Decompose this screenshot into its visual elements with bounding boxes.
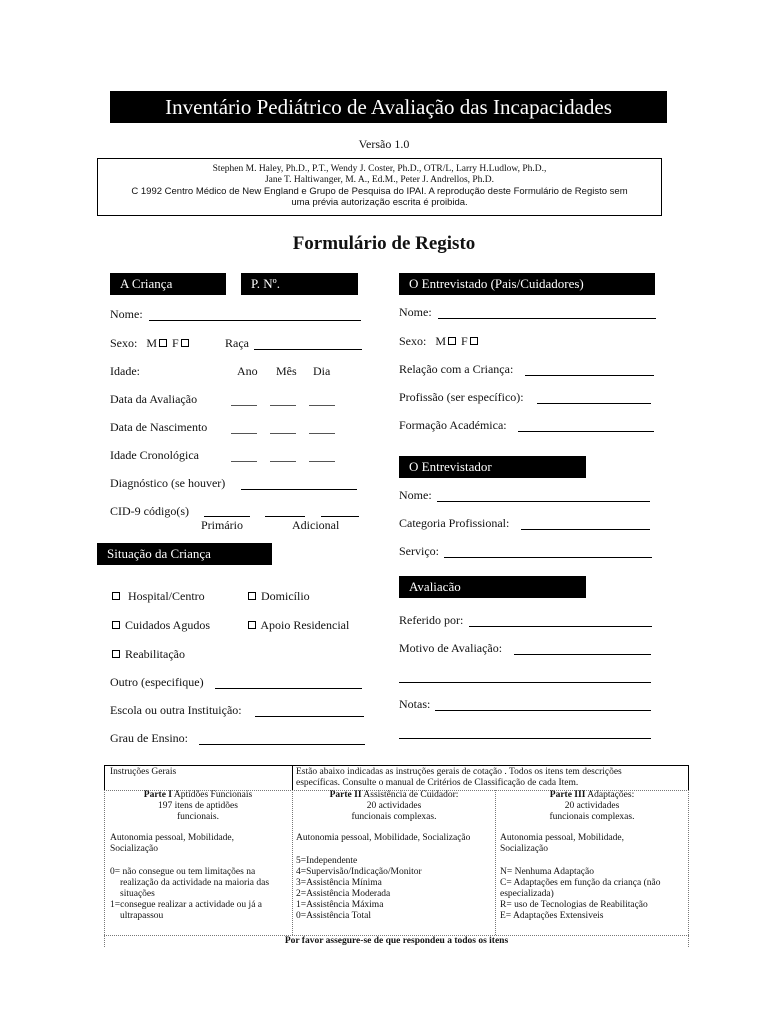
- notas-label: Notas:: [399, 697, 431, 711]
- instructions-header-divider: [292, 765, 293, 790]
- data-avaliacao-label: Data da Avaliação: [110, 392, 198, 406]
- relacao-field[interactable]: [525, 375, 654, 376]
- instructions-text: [296, 767, 686, 789]
- part1-score1-line2: ultrapassou: [120, 911, 164, 921]
- reabilitacao-checkbox[interactable]: [112, 650, 120, 658]
- section-avaliacao: Avaliacão: [399, 576, 586, 598]
- part3-domains-line1: Autonomia pessoal, Mobilidade,: [500, 833, 625, 843]
- instructions-text-line2: específicas. Consulte o manual de Critérios de Classificação de cada Item.: [296, 778, 579, 788]
- cid-primario-field[interactable]: [204, 516, 250, 517]
- formacao-field[interactable]: [518, 431, 654, 432]
- form-title: Formulário de Registo: [292, 233, 476, 254]
- apoio-label: Apoio Residencial: [260, 618, 350, 632]
- data-nascimento-label: Data de Nascimento: [110, 420, 208, 434]
- part3-n: N= Nenhuma Adaptação: [500, 867, 594, 877]
- part3-r: R= uso de Tecnologias de Reabilitação: [500, 900, 648, 910]
- part1-scale: [110, 867, 290, 922]
- entrevistado-nome-field[interactable]: [438, 318, 656, 319]
- entrevistado-nome-label: Nome:: [399, 305, 432, 319]
- part3-c-line2: especializada): [500, 889, 554, 899]
- part1-title-rest: Aptidões Funcionais: [173, 790, 253, 800]
- cid-label: CID-9 código(s): [110, 504, 189, 518]
- credits-copyright-line1: C 1992 Centro Médico de New England e Grupo de Pesquisa do IPAI. A reprodução deste Formulário de Registo sem: [131, 186, 628, 197]
- crianca-sexo-m-checkbox[interactable]: [159, 339, 167, 347]
- entrevistado-sexo-m-checkbox[interactable]: [448, 337, 456, 345]
- instructions-text-line1: Estão abaixo indicadas as instruções gerais de cotação . Todos os itens tem descrições: [296, 767, 622, 777]
- relacao-label: Relação com a Criança:: [399, 362, 514, 376]
- entrevistador-nome-field[interactable]: [437, 501, 650, 502]
- categoria-field[interactable]: [521, 529, 650, 530]
- crianca-sexo-text: Sexo:: [110, 336, 138, 350]
- part3-title-rest: Adaptações:: [587, 790, 635, 800]
- part2-header: [294, 790, 494, 823]
- part2-line2: 20 actividades: [366, 801, 422, 811]
- data-avaliacao-dia-field[interactable]: [309, 405, 335, 406]
- section-pn: P. Nº.: [241, 273, 358, 295]
- part3-title: [497, 790, 687, 801]
- cuidados-checkbox[interactable]: [112, 621, 120, 629]
- servico-field[interactable]: [444, 557, 652, 558]
- escola-field[interactable]: [255, 716, 364, 717]
- credits-copyright-line2: uma prévia autorização escrita é proibida.: [291, 197, 468, 208]
- part1-header: [106, 790, 290, 823]
- section-entrevistador: O Entrevistador: [399, 456, 586, 478]
- hospital-label: Hospital/Centro: [128, 589, 205, 603]
- entrevistado-sexo-f-checkbox[interactable]: [470, 337, 478, 345]
- data-avaliacao-ano-field[interactable]: [231, 405, 257, 406]
- opt-hospital: [110, 589, 205, 604]
- crianca-raca-field[interactable]: [254, 349, 362, 350]
- servico-label: Serviço:: [399, 544, 439, 558]
- cid-adicional-field-1[interactable]: [265, 516, 305, 517]
- formacao-label: Formação Académica:: [399, 418, 507, 432]
- entrevistado-sexo-text: Sexo:: [399, 334, 427, 348]
- notas-field[interactable]: [435, 710, 651, 711]
- part3-title-bold: Parte III: [549, 790, 586, 800]
- part3-line3: funcionais complexas.: [549, 812, 635, 822]
- crianca-sexo-label: [110, 336, 191, 351]
- part1-line2: 197 itens de aptidões: [158, 801, 238, 811]
- credits-authors-line1: Stephen M. Haley, Ph.D., P.T., Wendy J. Coster, Ph.D., OTR/L, Larry H.Ludlow, Ph.D.,: [212, 164, 547, 174]
- notas-field-line2[interactable]: [399, 738, 651, 739]
- apoio-checkbox[interactable]: [248, 621, 256, 629]
- crianca-nome-label: Nome:: [110, 307, 143, 321]
- domicilio-checkbox[interactable]: [248, 592, 256, 600]
- part2-title-rest: Assistência de Cuidador:: [363, 790, 459, 800]
- cid-primario-label: Primário: [201, 518, 243, 532]
- part2-score0: 0=Assistência Total: [296, 911, 371, 921]
- part1-domains-line2: Socialização: [110, 844, 159, 854]
- categoria-label: Categoria Profissional:: [399, 516, 510, 530]
- credits-box: [97, 158, 662, 216]
- cid-adicional-label: Adicional: [292, 518, 340, 532]
- section-crianca: A Criança: [110, 273, 226, 295]
- data-nascimento-dia-field[interactable]: [309, 433, 335, 434]
- opt-cuidados: [110, 618, 210, 633]
- crianca-nome-field[interactable]: [149, 320, 361, 321]
- crianca-sexo-m-label: M: [146, 336, 158, 350]
- part1-domains: [110, 833, 290, 855]
- profissao-field[interactable]: [537, 403, 651, 404]
- data-avaliacao-mes-field[interactable]: [270, 405, 296, 406]
- grau-field[interactable]: [199, 744, 365, 745]
- motivo-field-line2[interactable]: [399, 682, 651, 683]
- entrevistado-sexo-label: [399, 334, 480, 349]
- motivo-label: Motivo de Avaliação:: [399, 641, 503, 655]
- part2-scale: [296, 856, 494, 922]
- part1-domains-line1: Autonomia pessoal, Mobilidade,: [110, 833, 235, 843]
- part2-score2: 2=Assistência Moderada: [296, 889, 391, 899]
- grau-label: Grau de Ensino:: [110, 731, 188, 745]
- opt-reabilitacao: [110, 647, 185, 662]
- page-title: Inventário Pediátrico de Avaliação das Incapacidades: [110, 91, 667, 123]
- cuidados-label: Cuidados Agudos: [125, 618, 211, 632]
- part3-domains-line2: Socialização: [500, 844, 549, 854]
- referido-field[interactable]: [469, 626, 652, 627]
- crianca-sexo-f-label: F: [172, 336, 179, 350]
- section-situacao: Situação da Criança: [97, 543, 272, 565]
- entrevistado-sexo-m-label: M: [435, 334, 447, 348]
- part1-score0-line3: situações: [120, 889, 155, 899]
- outro-label: Outro (especifique): [110, 675, 204, 689]
- hospital-checkbox[interactable]: [112, 592, 120, 600]
- part1-score1-line1: 1=consegue realizar a actividade ou já a: [110, 900, 262, 910]
- part1-title-bold: Parte I: [143, 790, 172, 800]
- data-nascimento-mes-field[interactable]: [270, 433, 296, 434]
- part3-c-line1: C= Adaptações em função da criança (não: [500, 878, 661, 888]
- motivo-field[interactable]: [514, 654, 651, 655]
- part2-domains: Autonomia pessoal, Mobilidade, Socialização: [296, 833, 471, 843]
- part2-score1: 1=Assistência Máxima: [296, 900, 384, 910]
- idade-cronologica-label: Idade Cronológica: [110, 448, 199, 462]
- col-dia-label: Dia: [313, 364, 331, 378]
- diagnostico-label: Diagnóstico (se houver): [110, 476, 226, 490]
- part3-line2: 20 actividades: [564, 801, 620, 811]
- part3-e: E= Adaptações Extensiveis: [500, 911, 604, 921]
- part1-line3: funcionais.: [177, 812, 219, 822]
- entrevistado-sexo-f-label: F: [461, 334, 468, 348]
- data-nascimento-ano-field[interactable]: [231, 433, 257, 434]
- domicilio-label: Domicílio: [261, 589, 310, 603]
- entrevistador-nome-label: Nome:: [399, 488, 432, 502]
- reabilitacao-label: Reabilitação: [125, 647, 185, 661]
- part3-scale: [500, 867, 688, 922]
- part1-score0-line1: 0= não consegue ou tem limitações na: [110, 867, 256, 877]
- crianca-raca-label: Raça: [225, 336, 249, 350]
- part2-title-bold: Parte II: [329, 790, 362, 800]
- idade-cronologica-dia-field[interactable]: [309, 461, 335, 462]
- col-ano-label: Ano: [237, 364, 258, 378]
- instructions-col-divider-1: [292, 790, 293, 935]
- diagnostico-field[interactable]: [241, 489, 357, 490]
- part1-title: [106, 790, 290, 801]
- crianca-idade-label: Idade:: [110, 364, 140, 378]
- idade-cronologica-ano-field[interactable]: [231, 461, 257, 462]
- part2-score4: 4=Supervisão/Indicação/Monitor: [296, 867, 422, 877]
- col-mes-label: Mês: [276, 364, 297, 378]
- crianca-sexo-f-checkbox[interactable]: [181, 339, 189, 347]
- instructions-footer: Por favor assegure-se de que respondeu a todos os itens: [104, 935, 689, 947]
- credits-authors-line2: Jane T. Haltiwanger, M. A., Ed.M., Peter J. Andrellos, Ph.D.: [264, 175, 495, 185]
- part2-line3: funcionais complexas.: [351, 812, 437, 822]
- part2-score3: 3=Assistência Mínima: [296, 878, 382, 888]
- version-label: Versão 1.0: [358, 137, 410, 151]
- part3-domains: [500, 833, 688, 855]
- part1-score0-line2: realização da actividade na maioria das: [120, 878, 270, 888]
- part3-header: [497, 790, 687, 823]
- part2-title: [294, 790, 494, 801]
- opt-apoio: [246, 618, 349, 633]
- section-entrevistado: O Entrevistado (Pais/Cuidadores): [399, 273, 655, 295]
- instructions-table: [104, 765, 689, 947]
- opt-domicilio: [246, 589, 310, 604]
- cid-adicional-field-2[interactable]: [321, 516, 359, 517]
- part2-score5: 5=Independente: [296, 856, 358, 866]
- instructions-label: Instruções Gerais: [110, 767, 177, 777]
- escola-label: Escola ou outra Instituição:: [110, 703, 242, 717]
- instructions-col-divider-2: [495, 790, 496, 935]
- idade-cronologica-mes-field[interactable]: [270, 461, 296, 462]
- referido-label: Referido por:: [399, 613, 464, 627]
- outro-field[interactable]: [215, 688, 362, 689]
- profissao-label: Profissão (ser específico):: [399, 390, 524, 404]
